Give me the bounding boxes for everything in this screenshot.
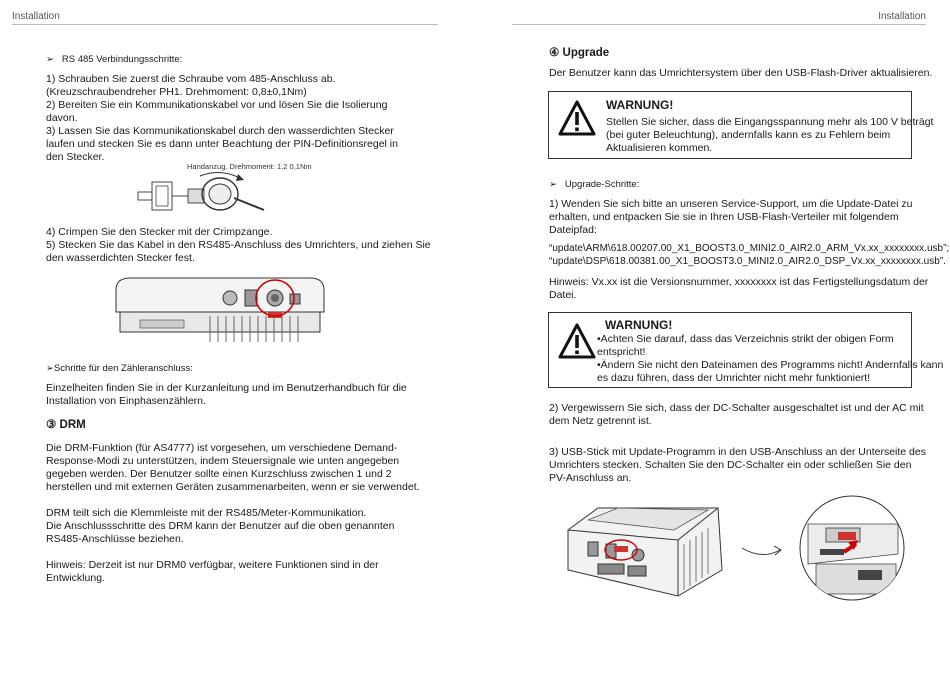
rs485-step-line: (Kreuzschraubendreher PH1. Drehmoment: 0,8±0,1Nm) xyxy=(46,86,307,98)
warning-triangle-icon xyxy=(558,100,596,136)
meter-title-text: Schritte für den Zähleranschluss: xyxy=(53,363,193,374)
upgrade-number: ④ xyxy=(549,47,560,59)
warning-title: WARNUNG! xyxy=(606,98,674,112)
warning-box xyxy=(548,91,934,159)
upgrade-intro: Der Benutzer kann das Umrichtersystem über den USB-Flash-Driver aktualisieren. xyxy=(549,67,933,79)
drm-p1-line: gegeben werden. Der Benutzer sollte einen Kurzschluss zwischen 1 und 2 xyxy=(46,468,392,480)
left-header-rule xyxy=(12,24,438,25)
torque-caption: Handanzug. Drehmoment: 1,2 0,1Nm xyxy=(187,162,312,171)
steps-title-text: Upgrade-Schritte: xyxy=(564,179,640,190)
rs485-step-line: 2) Bereiten Sie ein Kommunikationskabel vor und lösen Sie die Isolierung xyxy=(46,99,388,111)
step1-line: 1) Wenden Sie sich bitte an unseren Service-Support, um die Update-Datei zu xyxy=(549,198,913,210)
connector-illustration xyxy=(130,170,270,222)
warning-line: •Achten Sie darauf, dass das Verzeichnis strikt der obigen Form xyxy=(597,333,894,345)
inverter-usb-illustration xyxy=(558,500,730,600)
warning-title: WARNUNG! xyxy=(605,318,673,332)
drm-p3-line: Entwicklung. xyxy=(46,572,105,584)
rs485-step-line: den Stecker. xyxy=(46,151,105,163)
right-page-header: Installation xyxy=(878,11,926,22)
step1-line: Dateipfad: xyxy=(549,224,597,236)
upgrade-title: Upgrade xyxy=(562,47,610,59)
rs485-title xyxy=(46,53,182,66)
drm-p1-line: herstellen und mit externen Geräten zusammenarbeiten, wenn er sie verwendet. xyxy=(46,481,420,493)
meter-text-line: Installation von Einphasenzählern. xyxy=(46,395,206,407)
drm-p1-line: Die DRM-Funktion (für AS4777) ist vorgesehen, um verschiedene Demand- xyxy=(46,442,398,454)
drm-heading xyxy=(46,419,86,432)
warning-line: entspricht! xyxy=(597,346,646,358)
upgrade-heading xyxy=(549,47,609,60)
rs485-step2-line: 5) Stecken Sie das Kabel in den RS485-Anschluss des Umrichters, und ziehen Sie xyxy=(46,239,431,251)
step2-line: dem Netz getrennt ist. xyxy=(549,415,652,427)
warning-line: •Ändern Sie nicht den Dateinamen des Programms nicht! Andernfalls kann xyxy=(597,359,944,371)
inverter-bottom-illustration xyxy=(110,272,332,347)
hint-line: Hinweis: Vx.xx ist die Versionsnummer, xxxxxxxx ist das Fertigstellungsdatum der xyxy=(549,276,929,288)
drm-p3-line: Hinweis: Derzeit ist nur DRM0 verfügbar, weitere Funktionen sind in der xyxy=(46,559,379,571)
drm-title: DRM xyxy=(59,419,86,431)
left-page-header: Installation xyxy=(12,11,60,22)
hint-line: Datei. xyxy=(549,289,577,301)
step3-line: Umrichters stecken. Schalten Sie den DC-Schalter ein oder schließen Sie den xyxy=(549,459,912,471)
usb-zoom-illustration xyxy=(798,494,906,602)
arrow-bullet-icon: ➢ xyxy=(46,363,54,374)
file-path-arm: “update\ARM\618.00207.00_X1_BOOST3.0_MINI2.0_AIR2.0_ARM_Vx.xx_xxxxxxxx.usb”; xyxy=(549,243,950,254)
warning-line: es dazu führen, dass der Umrichter nicht mehr funktioniert! xyxy=(597,372,871,384)
rs485-step-line: laufen und stecken Sie es dann unter Beachtung der PIN-Definitionsregel in xyxy=(46,138,398,150)
step2-line: 2) Vergewissern Sie sich, dass der DC-Schalter ausgeschaltet ist und der AC mit xyxy=(549,402,924,414)
arrow-right-icon xyxy=(740,538,786,562)
warning-box xyxy=(548,312,944,388)
arrow-bullet-icon: ➢ xyxy=(549,179,557,190)
right-header-rule xyxy=(512,24,926,25)
warning-line: Stellen Sie sicher, dass die Eingangsspannung mehr als 100 V beträgt xyxy=(606,116,934,128)
warning-line: Aktualisieren kommen. xyxy=(606,142,713,154)
drm-p1-line: Response-Modi zu unterstützen, indem Steuersignale wie unten angegeben xyxy=(46,455,400,467)
rs485-step-line: davon. xyxy=(46,112,78,124)
file-path-dsp: “update\DSP\618.00381.00_X1_BOOST3.0_MINI2.0_AIR2.0_DSP_Vx.xx_xxxxxxxx.usb”. xyxy=(549,256,946,267)
arrow-bullet-icon: ➢ xyxy=(46,54,54,65)
rs485-title-text: RS 485 Verbindungsschritte: xyxy=(61,54,183,65)
step1-line: erhalten, und entpacken Sie sie in Ihren USB-Flash-Verteiler mit folgendem xyxy=(549,211,899,223)
meter-title xyxy=(46,362,193,375)
drm-p2-line: Die Anschlussschritte des DRM kann der Benutzer auf die oben genannten xyxy=(46,520,395,532)
drm-number: ③ xyxy=(46,419,57,431)
step3-line: 3) USB-Stick mit Update-Programm in den USB-Anschluss an der Unterseite des xyxy=(549,446,926,458)
steps-title xyxy=(549,178,639,191)
drm-p2-line: RS485-Anschlüsse beziehen. xyxy=(46,533,184,545)
rs485-step-line: 1) Schrauben Sie zuerst die Schraube vom 485-Anschluss ab. xyxy=(46,73,336,85)
warning-triangle-icon xyxy=(558,323,596,359)
rs485-step-line: 3) Lassen Sie das Kommunikationskabel durch den wasserdichten Stecker xyxy=(46,125,394,137)
rs485-step2-line: 4) Crimpen Sie den Stecker mit der Crimpzange. xyxy=(46,226,273,238)
drm-p2-line: DRM teilt sich die Klemmleiste mit der RS485/Meter-Kommunikation. xyxy=(46,507,367,519)
rs485-step2-line: den wasserdichten Stecker fest. xyxy=(46,252,195,264)
warning-line: (bei guter Beleuchtung), andernfalls kann es zu Fehlern beim xyxy=(606,129,891,141)
meter-text-line: Einzelheiten finden Sie in der Kurzanleitung und im Benutzerhandbuch für die xyxy=(46,382,407,394)
step3-line: PV-Anschluss an. xyxy=(549,472,632,484)
